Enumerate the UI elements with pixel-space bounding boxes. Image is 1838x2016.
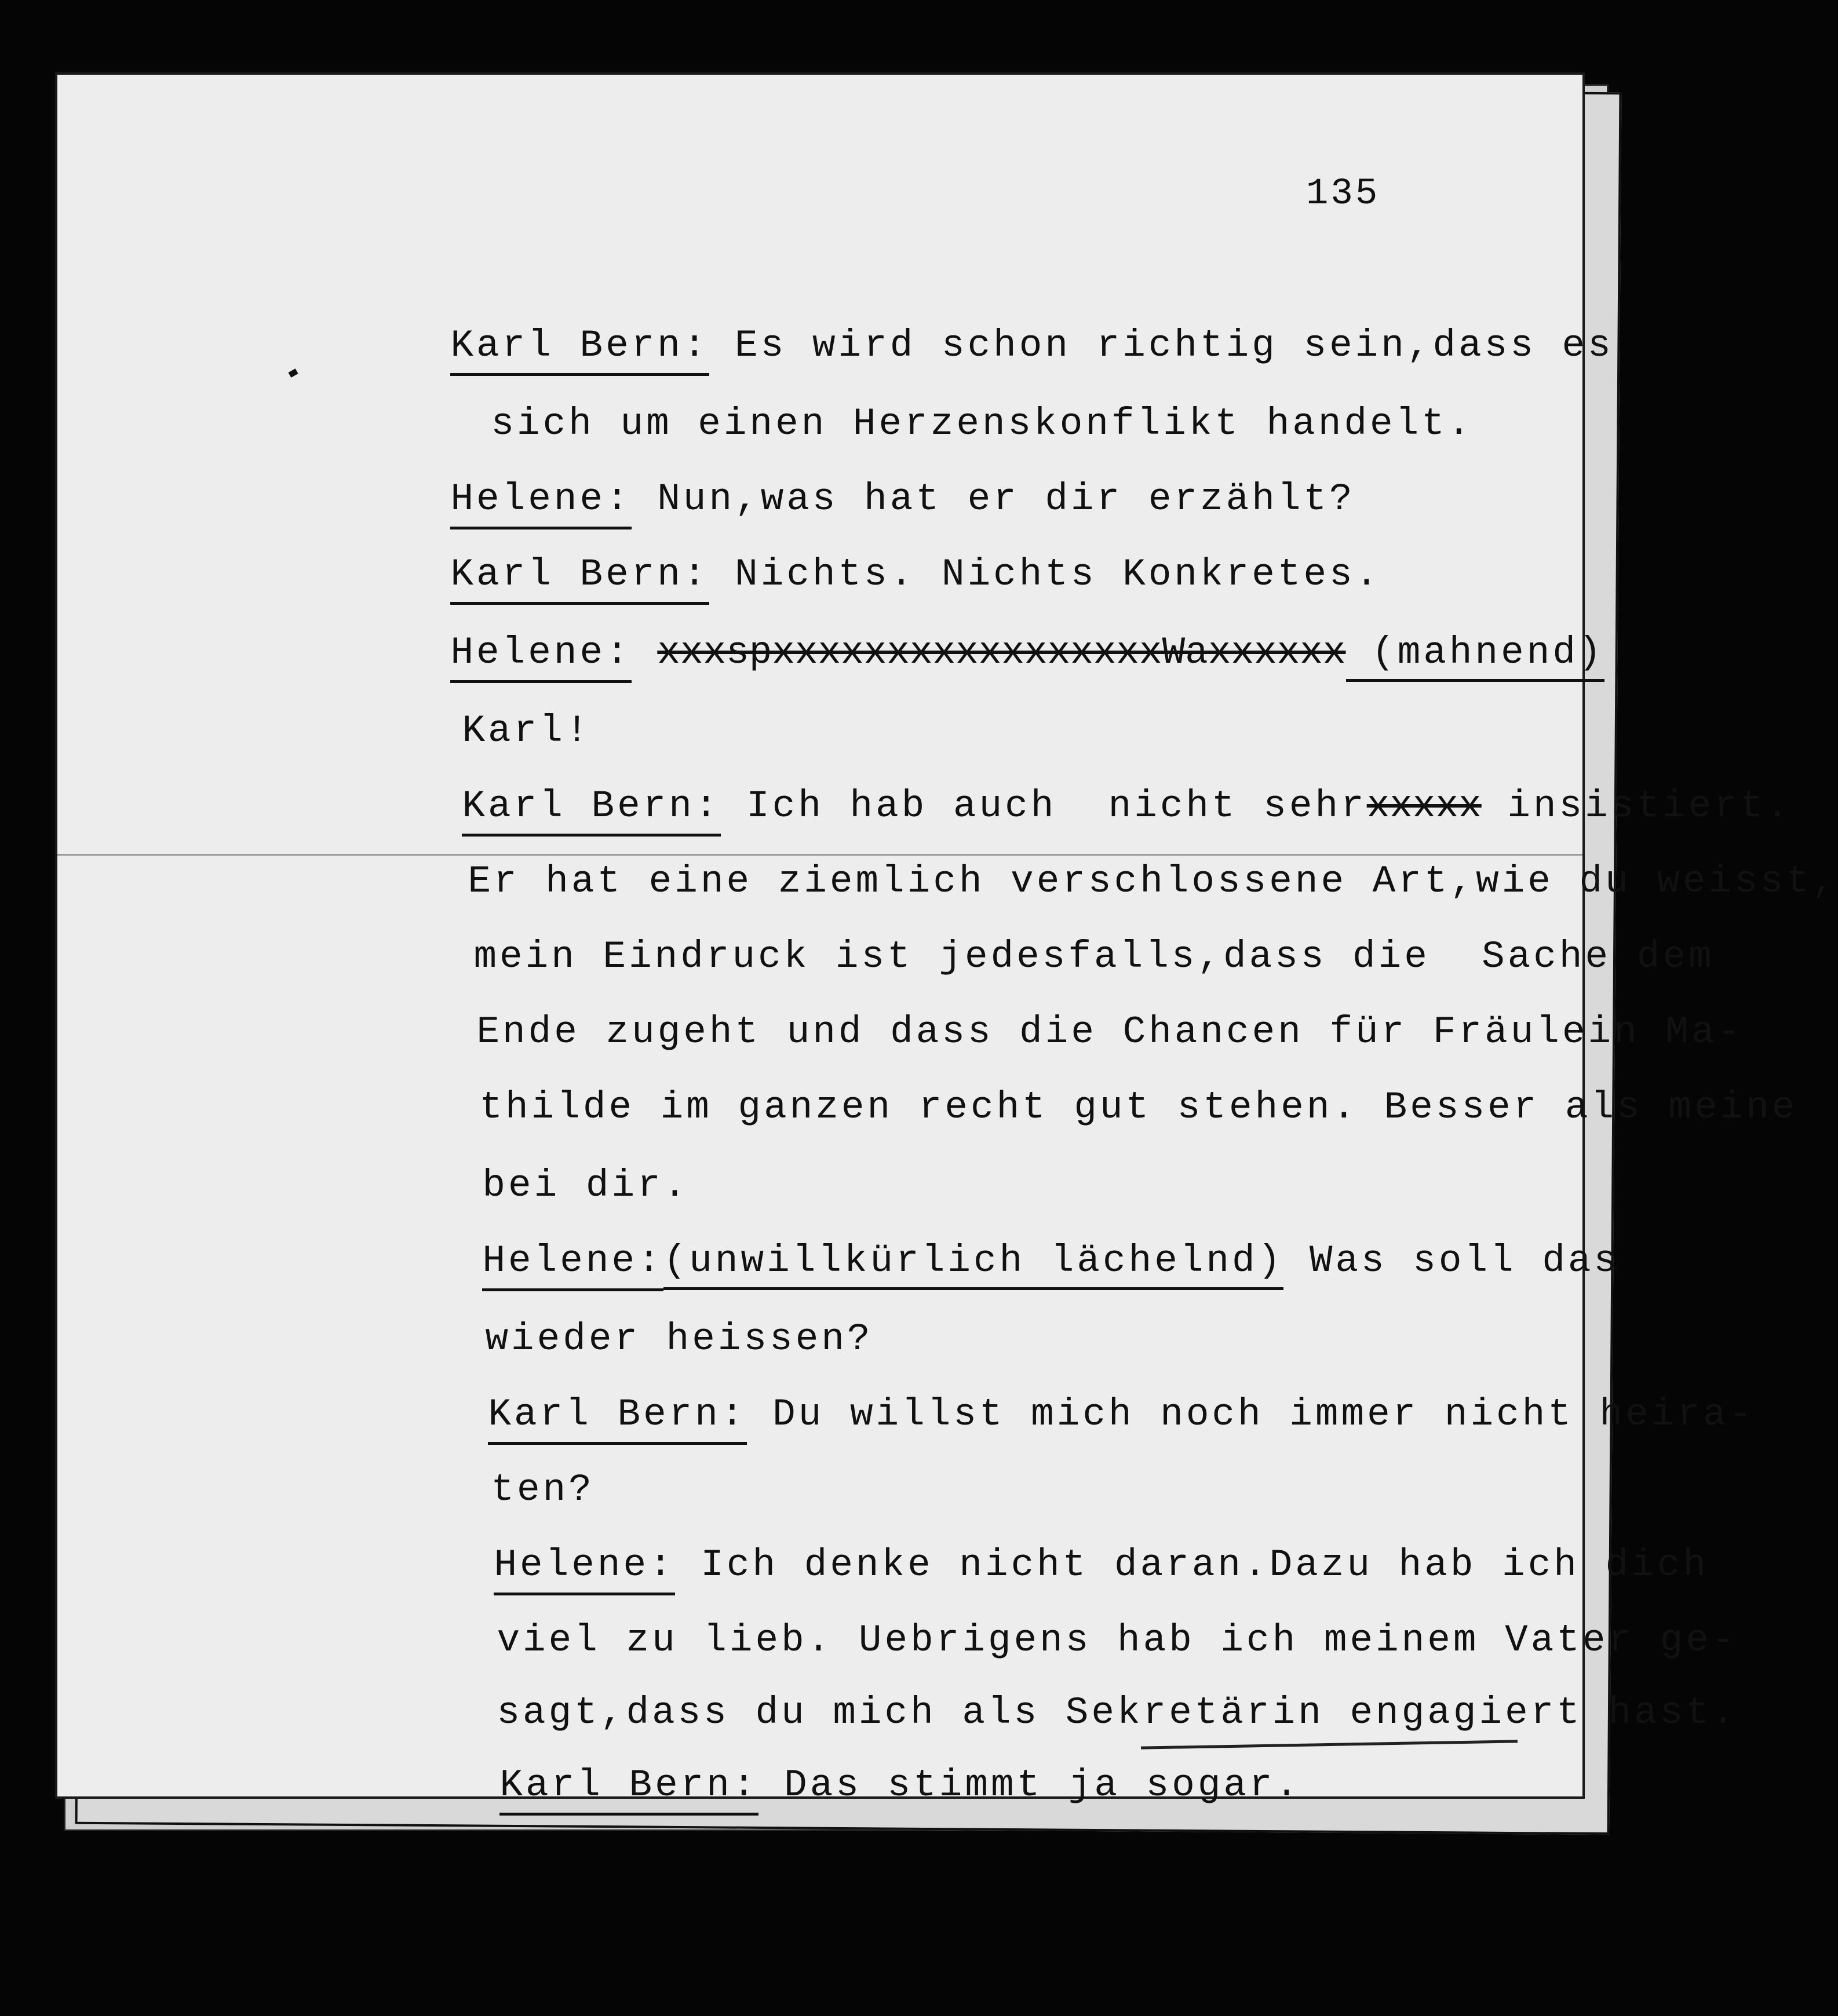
speaker-name: Helene:: [494, 1543, 674, 1595]
speaker-name: Karl Bern:: [488, 1393, 746, 1445]
speaker-name: Karl Bern:: [462, 784, 720, 837]
line-text: thilde im ganzen recht gut stehen. Besser als meine: [479, 1086, 1798, 1129]
line-text: insistiert.: [1481, 784, 1792, 828]
struck-out-text: xxxspxxxxxxxxxxxxxxxxxWaxxxxxx: [657, 631, 1346, 674]
line-text: wieder heissen?: [485, 1317, 873, 1361]
line-text: Nichts. Nichts Konkretes.: [709, 553, 1381, 596]
line-text: mein Eindruck ist jedesfalls,dass die Sache dem: [473, 935, 1715, 978]
line-text: Was soll das: [1283, 1239, 1620, 1283]
line-text: Das stimmt ja sogar.: [758, 1763, 1301, 1807]
stage-direction: (unwillkürlich lächelnd): [663, 1239, 1284, 1290]
speaker-name: Karl Bern:: [499, 1763, 758, 1816]
speaker-name: Helene:: [482, 1239, 663, 1291]
line-text: Ich denke nicht daran.Dazu hab ich dich: [674, 1543, 1709, 1587]
line-text: ten?: [491, 1468, 595, 1511]
speaker-name: Karl Bern:: [450, 553, 709, 605]
stage-direction: (mahnend): [1346, 631, 1604, 682]
line-text: Ende zugeht und dass die Chancen für Fräulein Ma-: [476, 1010, 1744, 1054]
line-text: Es wird schon richtig sein,dass es: [709, 324, 1614, 367]
line-text: Nun,was hat er dir erzählt?: [631, 477, 1355, 521]
line-text: Ich hab auch nicht sehr: [720, 784, 1367, 828]
speaker-name: Karl Bern:: [450, 324, 709, 376]
page-number: 135: [1306, 173, 1380, 215]
line-text: bei dir.: [482, 1164, 690, 1207]
typewritten-page: [55, 72, 1838, 1807]
speaker-name: Helene:: [450, 477, 631, 529]
speaker-name: Helene:: [450, 631, 631, 683]
line-text: sich um einen Herzenskonflikt handelt.: [491, 402, 1474, 445]
line-text: Karl!: [462, 709, 592, 753]
ink-mark: [288, 368, 298, 378]
struck-out-text: xxxxx: [1366, 784, 1482, 828]
line-text: sagt,dass du mich als Sekretärin engagiert hast.: [497, 1691, 1738, 1734]
line-text: viel zu lieb. Uebrigens hab ich meinem Vater ge-: [497, 1619, 1738, 1662]
line-text: Er hat eine ziemlich verschlossene Art,wie du weisst,: [468, 860, 1838, 903]
text-line: [396, 1720, 1301, 1859]
line-text: Du willst mich noch immer nicht heira-: [746, 1393, 1755, 1436]
